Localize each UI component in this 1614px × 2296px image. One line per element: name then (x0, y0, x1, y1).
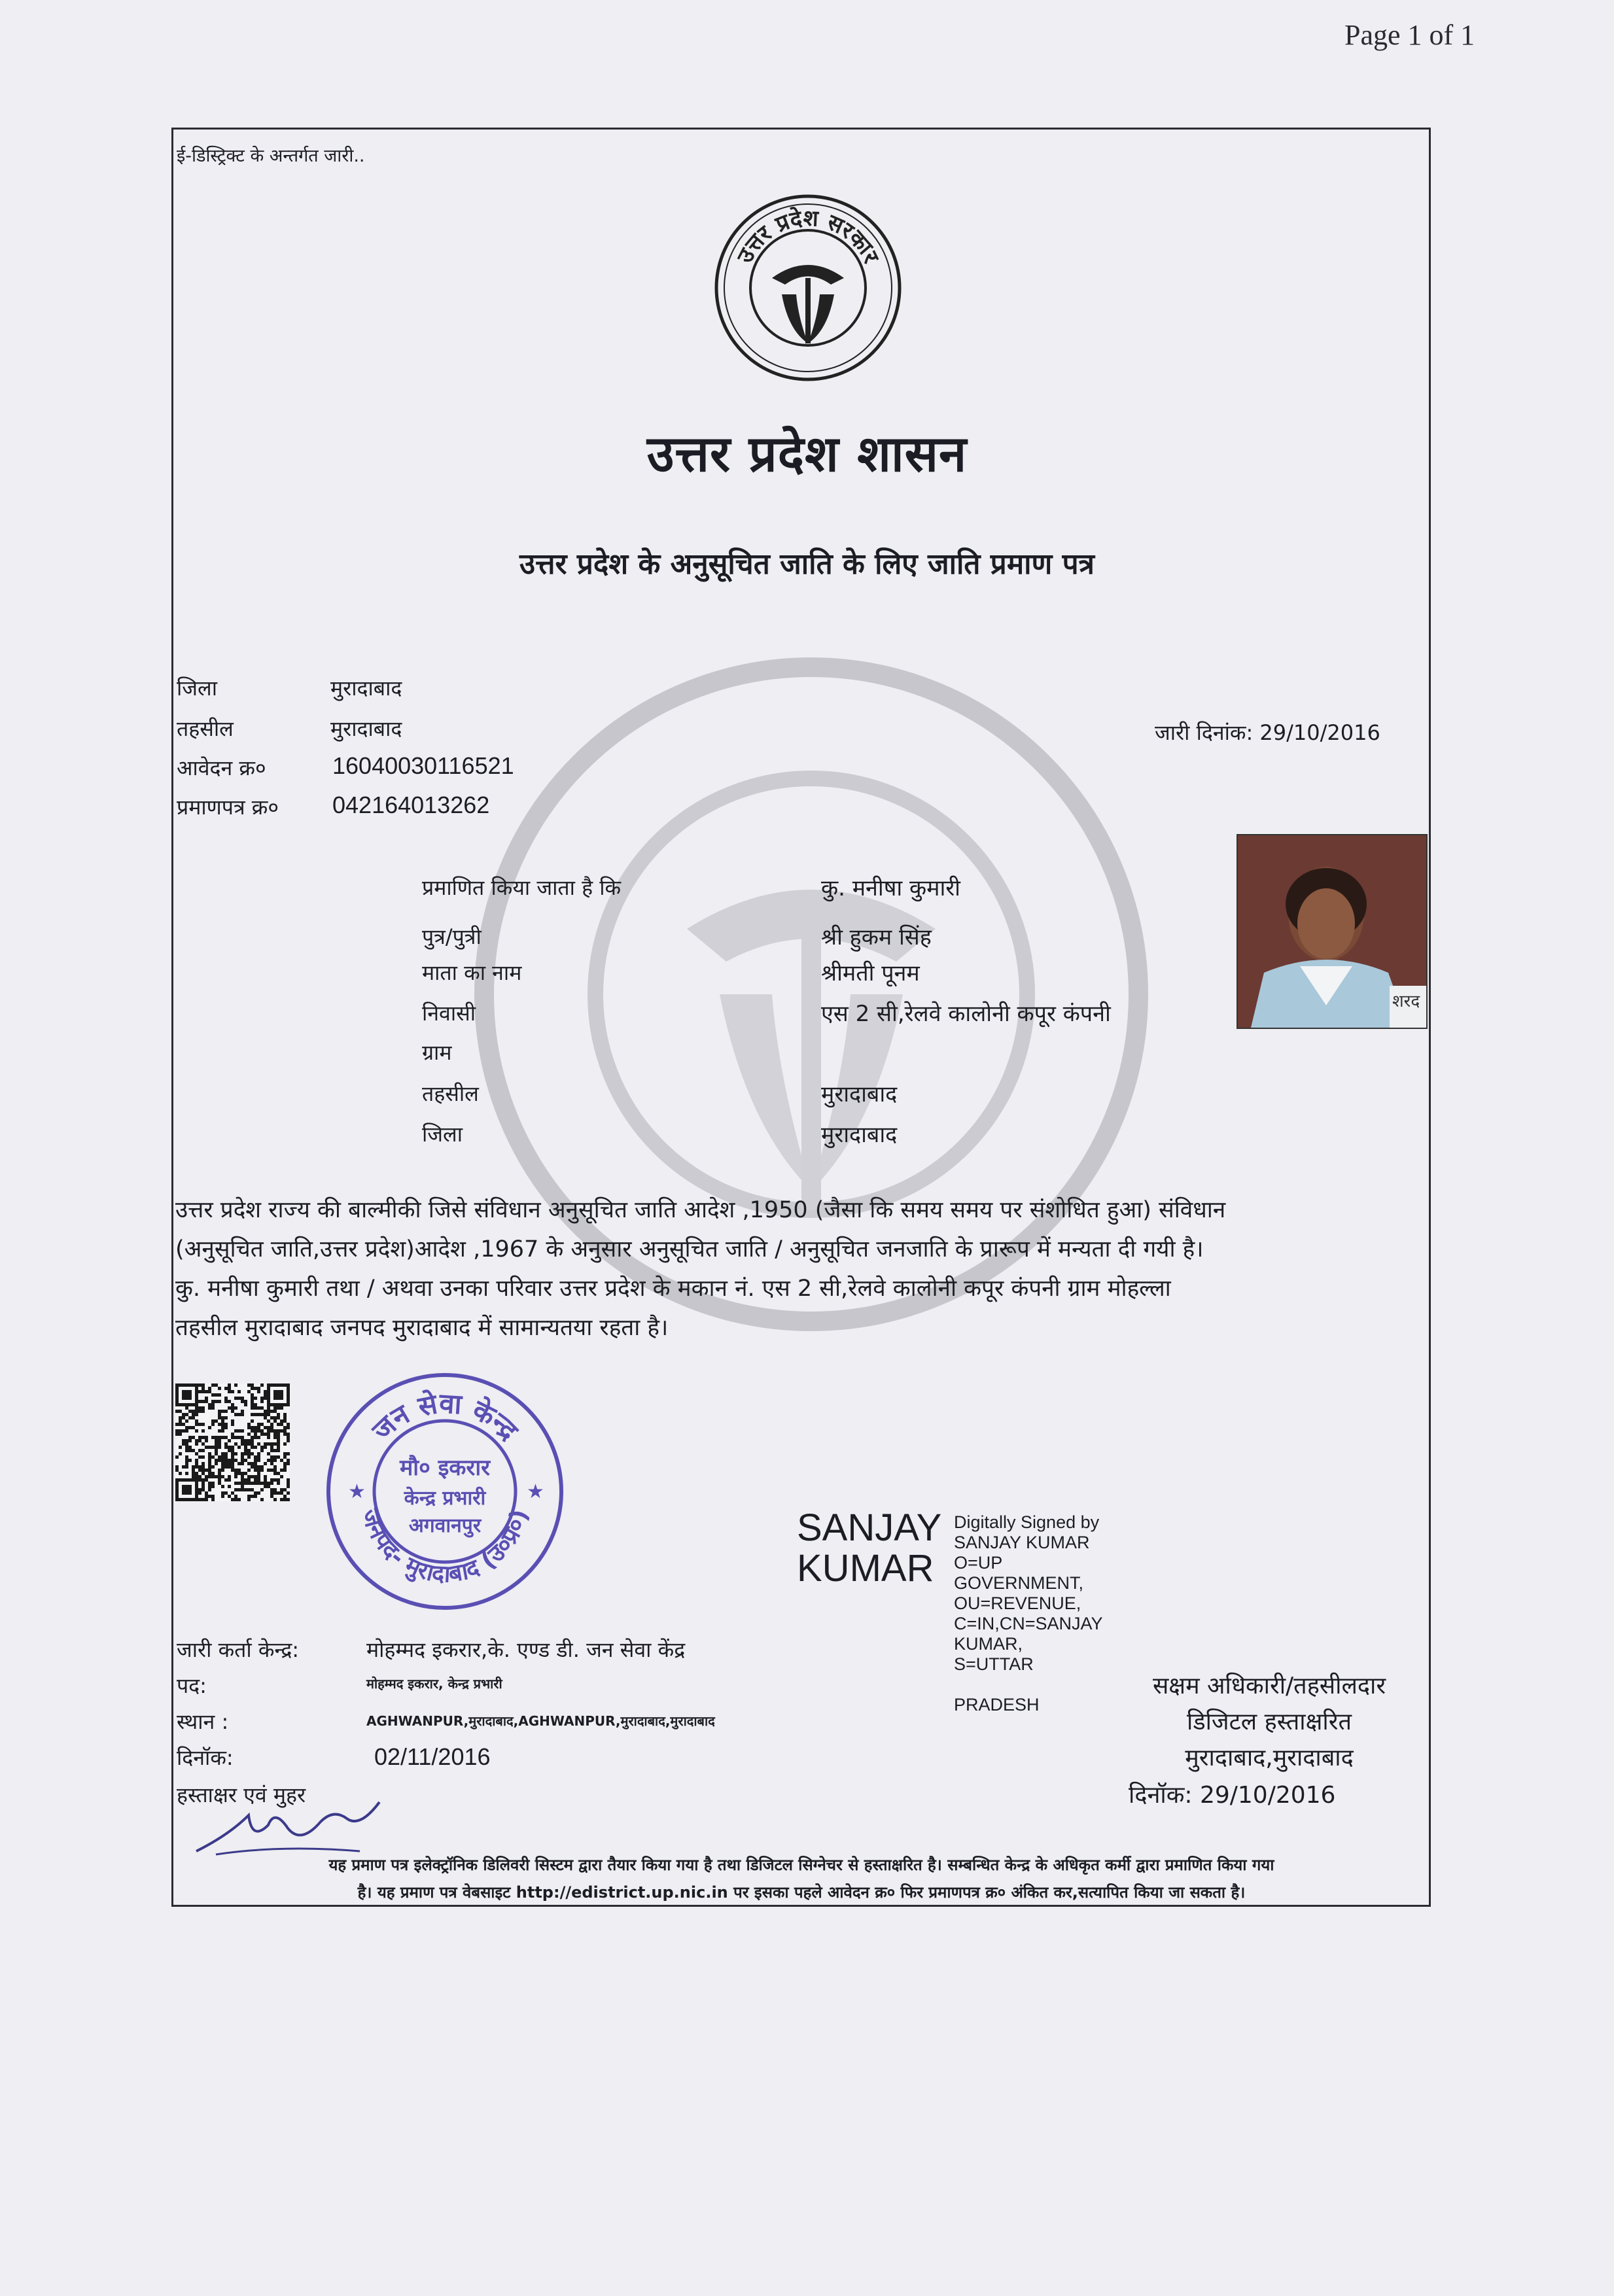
svg-text:केन्द्र प्रभारी: केन्द्र प्रभारी (404, 1487, 486, 1510)
issued-under-text: ई-डिस्ट्रिक्ट के अन्तर्गत जारी.. (177, 146, 365, 166)
sig-detail-line: C=IN,CN=SANJAY (954, 1614, 1103, 1633)
svg-text:जनपद- मुरादाबाद (उ०प्र०): जनपद- मुरादाबाद (उ०प्र०) (356, 1506, 534, 1588)
signer-first-name: SANJAY (797, 1506, 942, 1549)
page-title: उत्तर प्रदेश शासन (646, 425, 968, 483)
detail-label-district: जिला (422, 1122, 463, 1147)
detail-value-tehsil: मुरादाबाद (821, 1081, 898, 1107)
place-label: स्थान : (177, 1709, 229, 1734)
digital-signature-details (954, 1512, 1103, 1715)
sig-detail-line: O=UP (954, 1553, 1003, 1573)
body-line: कु. मनीषा कुमारी तथा / अथवा उनका परिवार उत्तर प्रदेश के मकान नं. एस 2 सी,रेलवे कालोनी कपूर कंपनी ग्राम मोहल्ला (175, 1276, 1171, 1302)
detail-value-mother: श्रीमती पूनम (821, 960, 920, 986)
detail-label-child-of: पुत्र/पुत्री (422, 924, 482, 949)
sig-detail-line: Digitally Signed by (954, 1512, 1100, 1532)
sig-detail-line: GOVERNMENT, (954, 1573, 1084, 1593)
svg-text:उत्तर प्रदेश सरकार: उत्तर प्रदेश सरकार (731, 205, 885, 268)
detail-label-village: ग्राम (422, 1040, 452, 1065)
district-value: मुरादाबाद (330, 676, 402, 701)
person-photo-icon (1238, 835, 1426, 1028)
competent-authority (1112, 1668, 1426, 1776)
issue-date: जारी दिनांक: 29/10/2016 (1155, 720, 1380, 745)
detail-label-resident: निवासी (422, 1001, 476, 1026)
certificate-subtitle: उत्तर प्रदेश के अनुसूचित जाति के लिए जाति प्रमाण पत्र (519, 548, 1095, 581)
application-label: आवेदन क्र० (177, 756, 266, 780)
issuer-date-label: दिनॉक: (177, 1745, 234, 1770)
svg-text:मौ० इकरार: मौ० इकरार (399, 1455, 491, 1481)
detail-value-resident: एस 2 सी,रेलवे कालोनी कपूर कंपनी (821, 1001, 1111, 1027)
applicant-photo (1237, 834, 1428, 1029)
svg-text:★: ★ (527, 1480, 544, 1503)
svg-text:शरद: शरद (1392, 992, 1420, 1011)
certificate-number-label: प्रमाणपत्र क्र० (177, 795, 279, 820)
page-number: Page 1 of 1 (1344, 19, 1475, 51)
body-line: उत्तर प्रदेश राज्य की बाल्मीकी जिसे संविधान अनुसूचित जाति आदेश ,1950 (जैसा कि समय समय पर संशोधित हुआ) संविधान (175, 1197, 1226, 1223)
issuer-date-value: 02/11/2016 (374, 1743, 491, 1770)
post-value: मोहम्मद इकरार, केन्द्र प्रभारी (366, 1676, 502, 1692)
certificate-footer-note (177, 1851, 1426, 1906)
sig-detail-line: OU=REVENUE, (954, 1593, 1081, 1613)
authority-digital-sign: डिजिटल हस्ताक्षरित (1187, 1709, 1352, 1735)
detail-value-father: श्री हुकम सिंह (821, 924, 932, 950)
footer-line: यह प्रमाण पत्र इलेक्ट्रॉनिक डिलिवरी सिस्टम द्वारा तैयार किया गया है तथा डिजिटल सिग्नेचर से हस्ताक्षरित है। सम्बन्धित केन्द्र के अधिकृत कर्मी द्वारा प्रमाणित किया गया (328, 1856, 1274, 1874)
tehsil-value: मुरादाबाद (330, 716, 402, 741)
sig-detail-line: KUMAR, (954, 1634, 1023, 1654)
certificate-body (175, 1191, 1425, 1348)
digital-signer-name (797, 1508, 941, 1589)
authority-location: मुरादाबाद,मुरादाबाद (1185, 1745, 1354, 1771)
authority-date: दिनॉक: 29/10/2016 (1129, 1782, 1336, 1809)
signature-seal-label: हस्ताक्षर एवं मुहर (177, 1783, 306, 1807)
certificate-number: 042164013262 (332, 791, 490, 818)
signer-last-name: KUMAR (797, 1547, 934, 1590)
place-value: AGHWANPUR,मुरादाबाद,AGHWANPUR,मुरादाबाद,मुरादाबाद (366, 1713, 715, 1729)
body-line: तहसील मुरादाबाद जनपद मुरादाबाद में सामान्यतया रहता है। (175, 1315, 669, 1341)
body-line: (अनुसूचित जाति,उत्तर प्रदेश)आदेश ,1967 के अनुसार अनुसूचित जाति / अनुसूचित जनजाति के प्रारूप में मन्यता दी गयी है। (175, 1236, 1204, 1262)
sig-detail-line: PRADESH (954, 1695, 1040, 1714)
tehsil-label: तहसील (177, 716, 234, 741)
sig-detail-line: S=UTTAR (954, 1654, 1034, 1674)
svg-text:★: ★ (348, 1480, 366, 1503)
svg-text:अगवानपुर: अगवानपुर (408, 1514, 482, 1537)
svg-text:जन सेवा केन्द्र: जन सेवा केन्द्र (365, 1387, 525, 1447)
detail-value-district: मुरादाबाद (821, 1122, 898, 1148)
detail-label-mother: माता का नाम (422, 960, 522, 985)
detail-label-certified: प्रमाणित किया जाता है कि (422, 875, 622, 900)
detail-label-tehsil: तहसील (422, 1081, 479, 1106)
footer-line: है। यह प्रमाण पत्र वेबसाइट http://edistrict.up.nic.in पर इसका पहले आवेदन क्र० फिर प्रमाणपत्र क्र० अंकित कर,सत्यापित किया जा सकता है। (357, 1883, 1246, 1902)
post-label: पद: (177, 1673, 207, 1698)
sig-detail-line (954, 1675, 1103, 1695)
up-government-emblem-icon (710, 190, 906, 386)
handwritten-signature-icon (190, 1789, 386, 1861)
issuing-center-label: जारी कर्ता केन्द्र: (177, 1637, 300, 1662)
sig-detail-line: SANJAY KUMAR (954, 1533, 1090, 1552)
district-label: जिला (177, 676, 218, 701)
application-number: 16040030116521 (332, 752, 514, 779)
jan-seva-kendra-stamp (321, 1367, 569, 1616)
issuing-center-value: मोहम्मद इकरार,के. एण्ड डी. जन सेवा केंद्र (366, 1637, 686, 1662)
authority-designation: सक्षम अधिकारी/तहसीलदार (1152, 1673, 1386, 1699)
qr-code-icon (175, 1383, 290, 1501)
detail-value-name: कु. मनीषा कुमारी (821, 875, 960, 901)
